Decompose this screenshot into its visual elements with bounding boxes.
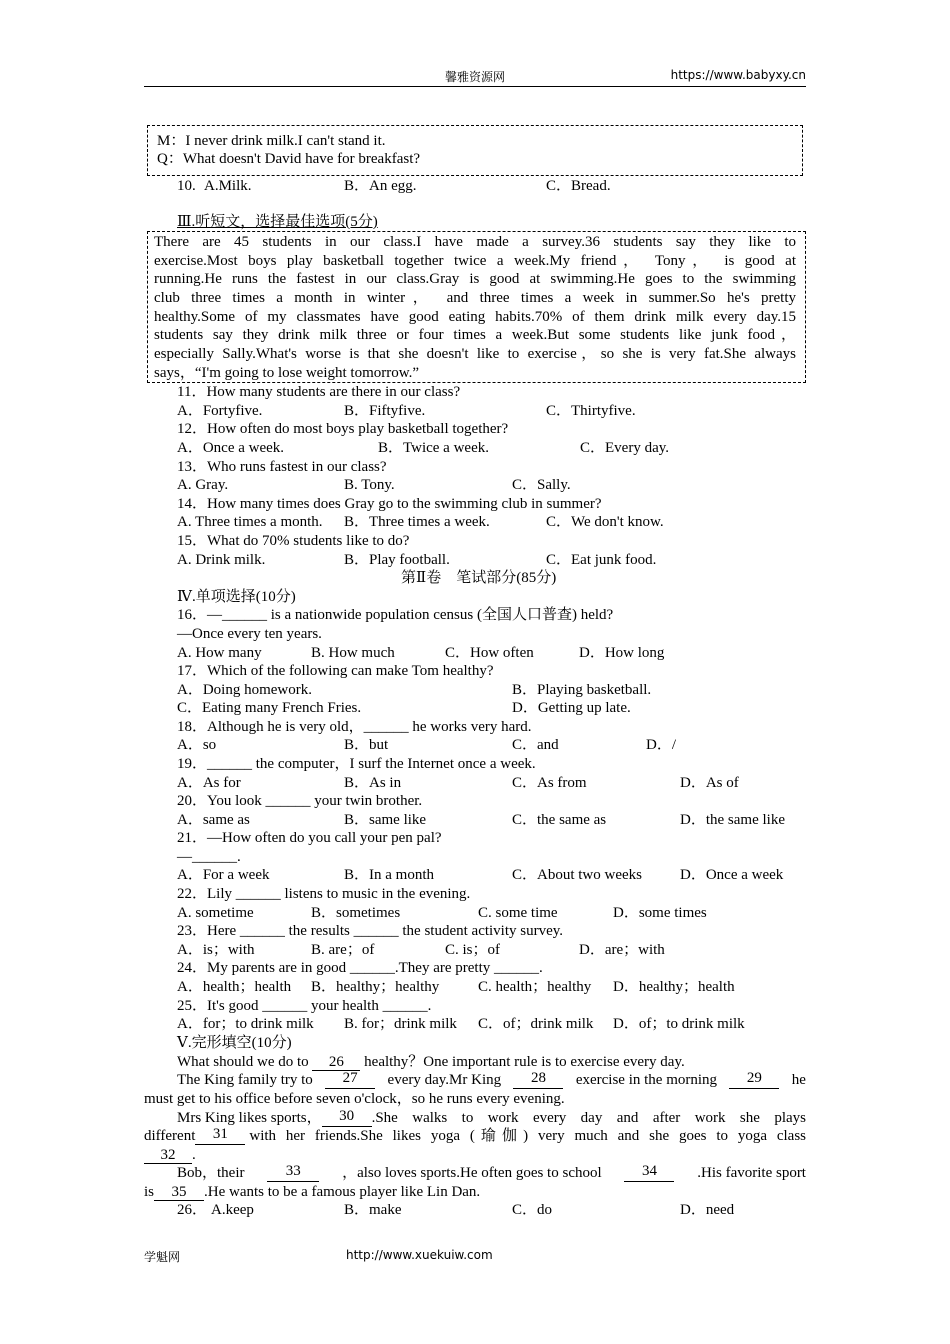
q14-option-c: C．We don't know.: [546, 514, 664, 530]
cloze-blank-34[interactable]: 34: [624, 1164, 674, 1182]
q17-stem: 17．Which of the following can make Tom healthy?: [177, 663, 494, 679]
cloze-text: .He wants to be a famous player like Lin Dan.: [204, 1184, 481, 1200]
q21-option-c: C．About two weeks: [512, 867, 642, 883]
section5-title: Ⅴ.完形填空(10分): [177, 1035, 292, 1051]
q25-option-b: B. for；drink milk: [344, 1016, 457, 1032]
cloze-text: Bob，their: [177, 1165, 245, 1181]
q12-stem: 12．How often do most boys play basketball together?: [177, 421, 509, 437]
q15-stem: 15．What do 70% students like to do?: [177, 533, 410, 549]
cloze-line-6: [144, 1146, 196, 1164]
q16-stem2: —Once every ten years.: [177, 626, 322, 642]
cloze-text: .His favorite sport: [697, 1165, 806, 1181]
q11-option-c: C．Thirtyfive.: [546, 403, 636, 419]
cloze-line-8: [144, 1183, 480, 1201]
passage-line: club three times a month in winter， and three times a week in summer.So he's pretty: [154, 290, 796, 306]
q13-option-c: C．Sally.: [512, 477, 571, 493]
q16-option-a: A. How many: [177, 645, 262, 661]
q13-option-b: B. Tony.: [344, 477, 395, 493]
q26-option-a: A.keep: [211, 1202, 254, 1218]
q19-stem: 19．______ the computer，I surf the Internet once a week.: [177, 756, 536, 772]
q16-option-c: C．How often: [445, 645, 534, 661]
cloze-text: every day.Mr King: [387, 1072, 502, 1088]
cloze-line-5: [144, 1127, 806, 1145]
q26-option-b: B．make: [344, 1202, 402, 1218]
q24-option-d: D．healthy；health: [613, 979, 735, 995]
q10-option-a: A.Milk.: [204, 178, 252, 194]
passage-line: students say they drink milk three or four times a week.But some students like junk food，: [154, 327, 796, 343]
q21-option-d: D．Once a week: [680, 867, 784, 883]
q21-stem2: —______.: [177, 849, 241, 865]
cloze-blank-32[interactable]: 32: [144, 1148, 192, 1164]
q23-option-d: D．are；with: [579, 942, 665, 958]
q11-option-a: A．Fortyfive.: [177, 403, 263, 419]
q14-stem: 14．How many times does Gray go to the swimming club in summer?: [177, 496, 602, 512]
q24-option-a: A．health；health: [177, 979, 292, 995]
cloze-line-1: [177, 1053, 685, 1071]
cloze-blank-27[interactable]: 27: [325, 1071, 375, 1089]
q25-stem: 25．It's good ______ your health ______.: [177, 998, 432, 1014]
q14-option-a: A. Three times a month.: [177, 514, 323, 530]
cloze-text: .: [192, 1147, 196, 1163]
q24-option-c: C. health；healthy: [478, 979, 592, 995]
q15-option-a: A. Drink milk.: [177, 552, 266, 568]
q13-stem: 13．Who runs fastest in our class?: [177, 459, 387, 475]
q25-option-c: C．of；drink milk: [478, 1016, 594, 1032]
q25-option-d: D．of；to drink milk: [613, 1016, 745, 1032]
cloze-line-4: [177, 1109, 806, 1127]
q11-stem: 11．How many students are there in our class?: [177, 384, 461, 400]
page-footer: [144, 1248, 493, 1265]
section4-title: Ⅳ.单项选择(10分): [177, 589, 296, 605]
q17-option-b: B．Playing basketball.: [512, 682, 652, 698]
q13-option-a: A. Gray.: [177, 477, 229, 493]
cloze-text: What should we do to: [177, 1054, 309, 1070]
q22-option-d: D．some times: [613, 905, 707, 921]
q19-option-b: B．As in: [344, 775, 402, 791]
passage-line: There are 45 students in our class.I have made a survey.36 students say they like to: [154, 234, 796, 250]
cloze-text: exercise in the morning: [575, 1072, 718, 1088]
header-url[interactable]: https://www.babyxy.cn: [670, 68, 806, 82]
q20-option-c: C．the same as: [512, 812, 607, 828]
q22-option-c: C. some time: [478, 905, 558, 921]
q17-option-a: A．Doing homework.: [177, 682, 312, 698]
q19-option-a: A．As for: [177, 775, 241, 791]
cloze-text: is: [144, 1184, 155, 1200]
q17-option-c: C．Eating many French Fries.: [177, 700, 362, 716]
q15-option-c: C．Eat junk food.: [546, 552, 657, 568]
q19-option-d: D．As of: [680, 775, 739, 791]
cloze-text: Mrs King likes sports，: [177, 1110, 322, 1126]
passage-line: says，“I'm going to lose weight tomorrow.”: [154, 365, 420, 381]
q20-option-b: B．same like: [344, 812, 427, 828]
passage-line: exercise.Most boys play basketball together twice a week.My friend， Tony， is good at: [154, 253, 796, 269]
q18-option-a: A．so: [177, 737, 217, 753]
passage-line: running.He runs the fastest in our class.Gray is good at swimming.He goes to the swimming: [154, 271, 796, 287]
q24-option-b: B．healthy；healthy: [311, 979, 440, 995]
cloze-text: ，also loves sports.He often goes to school: [342, 1165, 602, 1181]
q14-option-b: B．Three times a week.: [344, 514, 490, 530]
q22-option-a: A. sometime: [177, 905, 254, 921]
dialog-line-2: Q：What doesn't David have for breakfast?: [157, 151, 421, 167]
header-site: 馨雅资源网: [444, 70, 505, 84]
q21-option-a: A．For a week: [177, 867, 270, 883]
q21-stem: 21．—How often do you call your pen pal?: [177, 830, 442, 846]
cloze-line-7: [177, 1164, 806, 1182]
q16-option-d: D．How long: [579, 645, 665, 661]
q17-option-d: D．Getting up late.: [512, 700, 631, 716]
q18-option-d: D．/: [646, 737, 677, 753]
q20-option-d: D．the same like: [680, 812, 785, 828]
q23-stem: 23．Here ______ the results ______ the student activity survey.: [177, 923, 564, 939]
cloze-blank-29[interactable]: 29: [729, 1071, 779, 1089]
passage-line: especially Sally.What's worse is that she doesn't like to exercise，so she is very fat.She always: [154, 346, 796, 362]
q20-stem: 20．You look ______ your twin brother.: [177, 793, 423, 809]
q22-option-b: B．sometimes: [311, 905, 401, 921]
cloze-blank-35[interactable]: 35: [154, 1185, 204, 1201]
cloze-text: with her friends.She likes yoga (瑜伽) very much and she goes to yoga class: [249, 1128, 806, 1144]
q11-option-b: B．Fiftyfive.: [344, 403, 426, 419]
q25-option-a: A．for；to drink milk: [177, 1016, 314, 1032]
q18-option-c: C．and: [512, 737, 559, 753]
q19-option-c: C．As from: [512, 775, 587, 791]
section3-title: Ⅲ.听短文，选择最佳选项(5分): [177, 214, 378, 230]
passage-line: healthy.Some of my classmates have good eating habits.70% of them drink milk every day.15: [154, 309, 796, 325]
q16-stem: 16．—______ is a nationwide population census (全国人口普查) held?: [177, 607, 614, 623]
q23-option-b: B. are；of: [311, 942, 375, 958]
cloze-blank-28[interactable]: 28: [513, 1071, 563, 1089]
q16-option-b: B. How much: [311, 645, 395, 661]
cloze-line-3: must get to his office before seven o'clock，so he runs every evening.: [144, 1091, 565, 1107]
cloze-text: healthy？One important rule is to exercise every day.: [364, 1054, 685, 1070]
q26-stem: 26．: [177, 1202, 208, 1218]
footer-site: 学魁网: [144, 1250, 181, 1264]
q10-stem: 10.: [177, 178, 196, 194]
q15-option-b: B．Play football.: [344, 552, 450, 568]
q10-option-c: C．Bread.: [546, 178, 611, 194]
q10-option-b: B．An egg.: [344, 178, 417, 194]
page-header: [144, 66, 806, 87]
cloze-blank-30[interactable]: 30: [322, 1109, 372, 1127]
dialog-line-1: M：I never drink milk.I can't stand it.: [157, 133, 386, 149]
q26-option-d: D．need: [680, 1202, 735, 1218]
q18-option-b: B．but: [344, 737, 389, 753]
q24-stem: 24．My parents are in good ______.They are pretty ______.: [177, 960, 543, 976]
cloze-blank-26[interactable]: 26: [312, 1055, 360, 1071]
footer-url[interactable]: http://www.xuekuiw.com: [346, 1248, 493, 1262]
q12-option-b: B．Twice a week.: [378, 440, 489, 456]
cloze-blank-31[interactable]: 31: [195, 1127, 245, 1145]
cloze-text: The King family try to: [177, 1072, 313, 1088]
q26-option-c: C．do: [512, 1202, 553, 1218]
part2-title: 第Ⅱ卷 笔试部分(85分): [401, 570, 557, 586]
cloze-line-2: [177, 1071, 806, 1089]
cloze-text: he: [791, 1072, 806, 1088]
q18-stem: 18．Although he is very old，______ he works very hard.: [177, 719, 532, 735]
q23-option-a: A．is；with: [177, 942, 255, 958]
q21-option-b: B．In a month: [344, 867, 434, 883]
q20-option-a: A．same as: [177, 812, 250, 828]
q12-option-a: A．Once a week.: [177, 440, 285, 456]
q12-option-c: C．Every day.: [580, 440, 670, 456]
cloze-text: different: [144, 1128, 196, 1144]
q22-stem: 22．Lily ______ listens to music in the evening.: [177, 886, 471, 902]
cloze-blank-33[interactable]: 33: [267, 1164, 319, 1182]
cloze-text: .She walks to work every day and after work she plays: [371, 1110, 806, 1126]
q23-option-c: C. is；of: [445, 942, 501, 958]
